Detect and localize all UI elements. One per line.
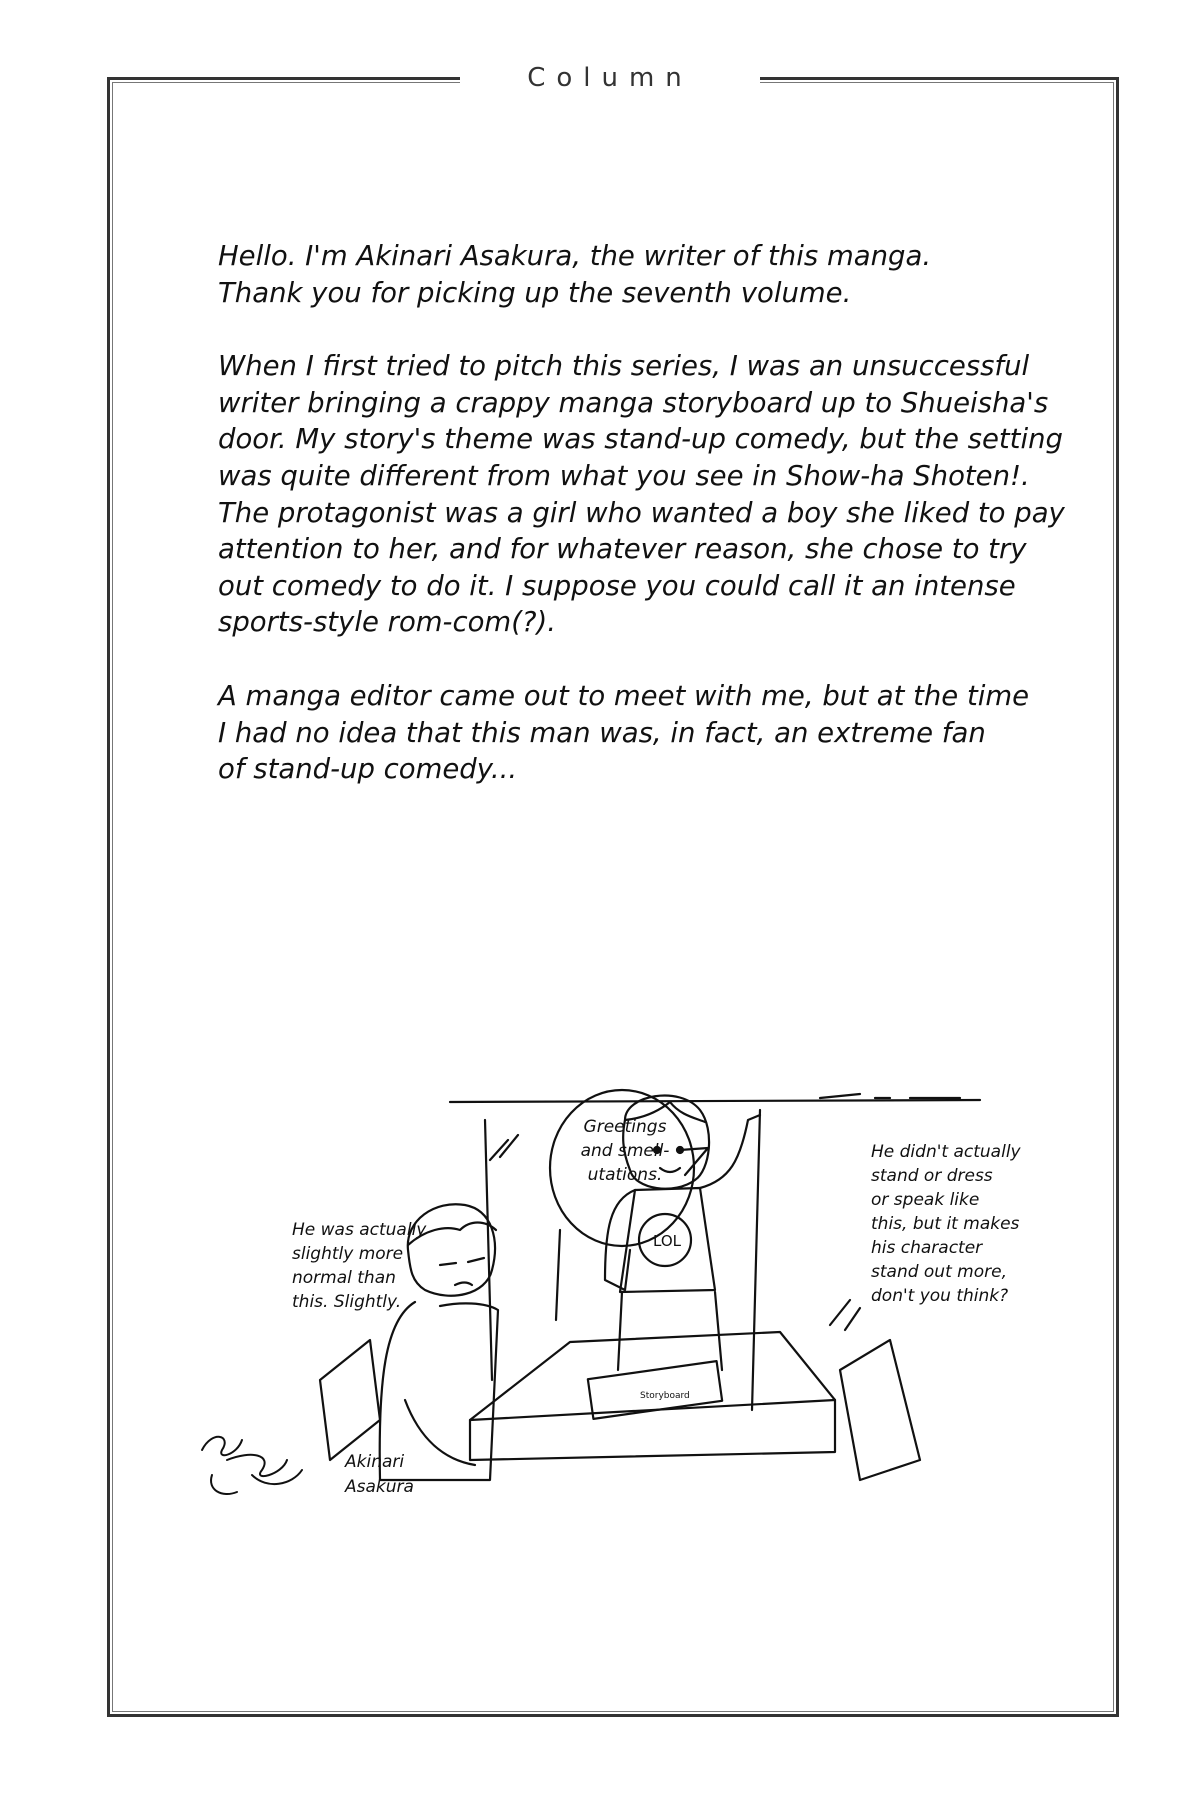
page-title: Column (460, 58, 760, 98)
speech-bubble-text: Greetings and smell- utations. (580, 1117, 670, 1185)
chair-left (320, 1340, 380, 1460)
text-line: Thank you for picking up the seventh volume. (218, 276, 852, 309)
column-text (218, 238, 1078, 825)
storyboard-book (588, 1361, 722, 1419)
storyboard-label: Storyboard (640, 1391, 690, 1401)
paragraph-2 (218, 348, 1078, 641)
caption-left: He was actually slightly more normal than this. Slightly. (292, 1220, 427, 1312)
text-line: of stand-up comedy... (218, 753, 518, 786)
text-line: Hello. I'm Akinari Asakura, the writer of this manga. (218, 240, 932, 272)
author-name (345, 1450, 414, 1500)
text-line: writer bringing a crappy manga storyboard up to Shueisha's (218, 386, 1049, 419)
chair-right (840, 1340, 920, 1480)
author-signature (192, 1420, 322, 1500)
bubble-stem (556, 1230, 560, 1320)
text-line: was quite different from what you see in Show-ha Shoten!. (218, 459, 1030, 492)
text-line: A manga editor came out to meet with me, but at the time (218, 679, 1030, 712)
shirt-text: LOL (653, 1232, 681, 1250)
wall-stick (820, 1094, 860, 1098)
text-line: sports-style rom-com(?). (218, 606, 557, 639)
text-line: out comedy to do it. I suppose you could call it an intense (218, 569, 1016, 602)
paragraph-1 (218, 238, 1078, 311)
caption-right: He didn't actually stand or dress or speak like this, but it makes his character stand out more, don't you think? (871, 1142, 1021, 1306)
text-line: I had no idea that this man was, in fact, an extreme fan (218, 716, 986, 749)
text-line: When I first tried to pitch this series, I was an unsuccessful (218, 350, 1030, 383)
text-line: door. My story's theme was stand-up comedy, but the setting (218, 423, 1063, 456)
wall-line (752, 1110, 760, 1410)
ceiling-line (450, 1100, 980, 1102)
text-line: The protagonist was a girl who wanted a boy she liked to pay (218, 496, 1065, 529)
paragraph-3 (218, 678, 1078, 788)
light-streak (830, 1300, 860, 1330)
author-name-line: Asakura (345, 1477, 414, 1497)
author-name-line: Akinari (345, 1452, 405, 1472)
text-line: attention to her, and for whatever reason, she chose to try (218, 533, 1027, 566)
light-streak (490, 1135, 518, 1160)
